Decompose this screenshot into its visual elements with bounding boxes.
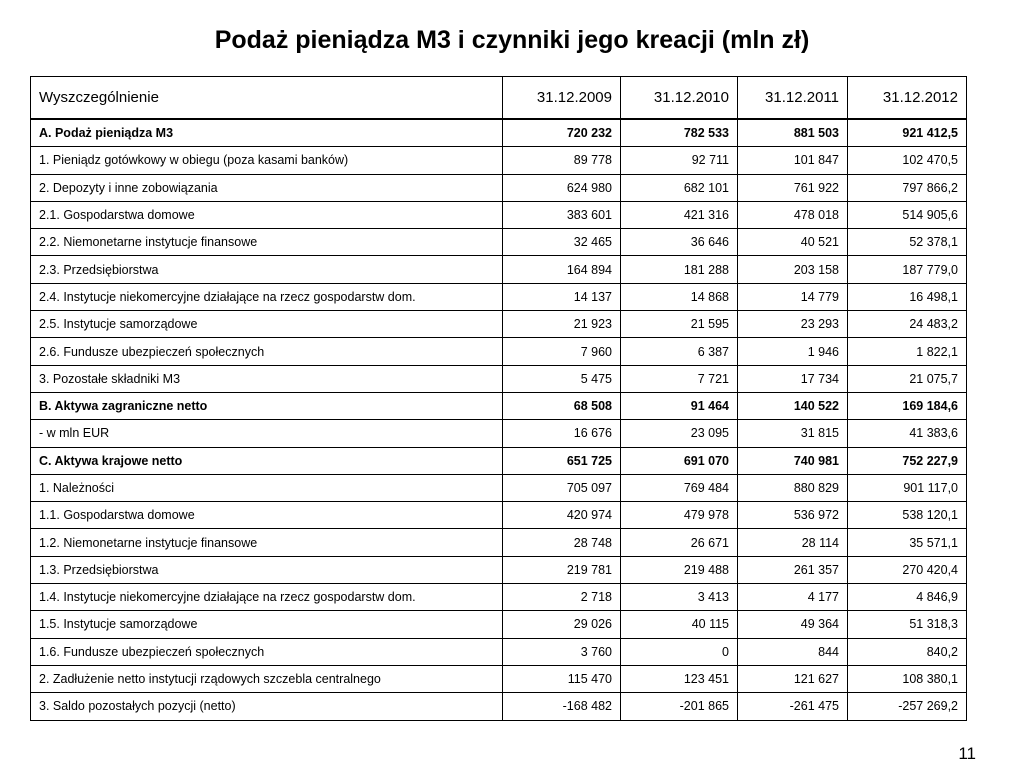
page-title: Podaż pieniądza M3 i czynniki jego kreacji (mln zł) xyxy=(214,26,810,54)
row-label: 2. Depozyty i inne zobowiązania xyxy=(31,174,503,201)
table-row xyxy=(31,665,967,692)
row-label: 2. Zadłużenie netto instytucji rządowych szczebla centralnego xyxy=(31,665,503,692)
table-row xyxy=(31,229,967,256)
cell-value: 840,2 xyxy=(848,638,967,665)
row-label: 2.2. Niemonetarne instytucje finansowe xyxy=(31,229,503,256)
cell-value: 651 725 xyxy=(503,447,621,474)
row-label: B. Aktywa zagraniczne netto xyxy=(31,392,503,419)
table-row xyxy=(31,447,967,474)
cell-value: 32 465 xyxy=(503,229,621,256)
cell-value: 14 137 xyxy=(503,283,621,310)
cell-value: 2 718 xyxy=(503,584,621,611)
cell-value: 92 711 xyxy=(621,147,738,174)
row-label: 2.3. Przedsiębiorstwa xyxy=(31,256,503,283)
cell-value: 52 378,1 xyxy=(848,229,967,256)
cell-value: 36 646 xyxy=(621,229,738,256)
cell-value: 31 815 xyxy=(738,420,848,447)
cell-value: 24 483,2 xyxy=(848,311,967,338)
table-header-row xyxy=(31,77,967,120)
cell-value: 720 232 xyxy=(503,119,621,147)
cell-value: 761 922 xyxy=(738,174,848,201)
cell-value: 203 158 xyxy=(738,256,848,283)
cell-value: 782 533 xyxy=(621,119,738,147)
cell-value: 514 905,6 xyxy=(848,201,967,228)
table-row xyxy=(31,256,967,283)
cell-value: 478 018 xyxy=(738,201,848,228)
cell-value: -261 475 xyxy=(738,693,848,720)
cell-value: 21 595 xyxy=(621,311,738,338)
cell-value: 14 868 xyxy=(621,283,738,310)
row-label: 2.6. Fundusze ubezpieczeń społecznych xyxy=(31,338,503,365)
cell-value: 880 829 xyxy=(738,474,848,501)
cell-value: 844 xyxy=(738,638,848,665)
column-header-description: Wyszczególnienie xyxy=(31,77,503,120)
cell-value: 0 xyxy=(621,638,738,665)
cell-value: 28 748 xyxy=(503,529,621,556)
money-supply-table xyxy=(30,76,967,721)
cell-value: 219 488 xyxy=(621,556,738,583)
cell-value: 123 451 xyxy=(621,665,738,692)
cell-value: 1 946 xyxy=(738,338,848,365)
table-row xyxy=(31,529,967,556)
cell-value: 187 779,0 xyxy=(848,256,967,283)
table-row xyxy=(31,638,967,665)
cell-value: 169 184,6 xyxy=(848,392,967,419)
table-row xyxy=(31,392,967,419)
row-label: 1. Pieniądz gotówkowy w obiegu (poza kasami banków) xyxy=(31,147,503,174)
cell-value: 16 676 xyxy=(503,420,621,447)
cell-value: 6 387 xyxy=(621,338,738,365)
cell-value: 26 671 xyxy=(621,529,738,556)
table-row xyxy=(31,556,967,583)
cell-value: 797 866,2 xyxy=(848,174,967,201)
cell-value: 140 522 xyxy=(738,392,848,419)
row-label: 1.1. Gospodarstwa domowe xyxy=(31,502,503,529)
row-label: 1.5. Instytucje samorządowe xyxy=(31,611,503,638)
column-header-2009: 31.12.2009 xyxy=(503,77,621,120)
cell-value: 705 097 xyxy=(503,474,621,501)
table-row xyxy=(31,365,967,392)
cell-value: 682 101 xyxy=(621,174,738,201)
cell-value: 89 778 xyxy=(503,147,621,174)
cell-value: 40 115 xyxy=(621,611,738,638)
cell-value: 7 960 xyxy=(503,338,621,365)
table-row xyxy=(31,611,967,638)
cell-value: 421 316 xyxy=(621,201,738,228)
cell-value: 23 095 xyxy=(621,420,738,447)
table-row xyxy=(31,502,967,529)
row-label: 2.1. Gospodarstwa domowe xyxy=(31,201,503,228)
cell-value: 41 383,6 xyxy=(848,420,967,447)
row-label: A. Podaż pieniądza M3 xyxy=(31,119,503,147)
cell-value: 3 760 xyxy=(503,638,621,665)
column-header-2010: 31.12.2010 xyxy=(621,77,738,120)
cell-value: 479 978 xyxy=(621,502,738,529)
cell-value: 691 070 xyxy=(621,447,738,474)
cell-value: 7 721 xyxy=(621,365,738,392)
cell-value: 5 475 xyxy=(503,365,621,392)
cell-value: 383 601 xyxy=(503,201,621,228)
cell-value: 115 470 xyxy=(503,665,621,692)
cell-value: 4 846,9 xyxy=(848,584,967,611)
cell-value: -201 865 xyxy=(621,693,738,720)
cell-value: 35 571,1 xyxy=(848,529,967,556)
cell-value: 16 498,1 xyxy=(848,283,967,310)
table-row xyxy=(31,693,967,720)
cell-value: 68 508 xyxy=(503,392,621,419)
table-row xyxy=(31,584,967,611)
row-label: 1. Należności xyxy=(31,474,503,501)
table-body xyxy=(31,119,967,720)
cell-value: 23 293 xyxy=(738,311,848,338)
row-label: - w mln EUR xyxy=(31,420,503,447)
table-row xyxy=(31,147,967,174)
cell-value: 901 117,0 xyxy=(848,474,967,501)
cell-value: 752 227,9 xyxy=(848,447,967,474)
table-row xyxy=(31,201,967,228)
cell-value: 536 972 xyxy=(738,502,848,529)
cell-value: 121 627 xyxy=(738,665,848,692)
cell-value: 740 981 xyxy=(738,447,848,474)
row-label: 1.4. Instytucje niekomercyjne działające na rzecz gospodarstw dom. xyxy=(31,584,503,611)
column-header-2011: 31.12.2011 xyxy=(738,77,848,120)
row-label: 2.5. Instytucje samorządowe xyxy=(31,311,503,338)
cell-value: 40 521 xyxy=(738,229,848,256)
table-row xyxy=(31,311,967,338)
cell-value: 164 894 xyxy=(503,256,621,283)
cell-value: 270 420,4 xyxy=(848,556,967,583)
cell-value: 91 464 xyxy=(621,392,738,419)
cell-value: 21 923 xyxy=(503,311,621,338)
cell-value: 28 114 xyxy=(738,529,848,556)
cell-value: 49 364 xyxy=(738,611,848,638)
cell-value: 181 288 xyxy=(621,256,738,283)
cell-value: 420 974 xyxy=(503,502,621,529)
cell-value: 101 847 xyxy=(738,147,848,174)
table-row xyxy=(31,283,967,310)
cell-value: 21 075,7 xyxy=(848,365,967,392)
table-row xyxy=(31,119,967,147)
row-label: 1.3. Przedsiębiorstwa xyxy=(31,556,503,583)
cell-value: 102 470,5 xyxy=(848,147,967,174)
cell-value: 14 779 xyxy=(738,283,848,310)
cell-value: -257 269,2 xyxy=(848,693,967,720)
table-row xyxy=(31,338,967,365)
table-row xyxy=(31,420,967,447)
page-number: 11 xyxy=(958,744,976,763)
cell-value: 921 412,5 xyxy=(848,119,967,147)
cell-value: 51 318,3 xyxy=(848,611,967,638)
row-label: C. Aktywa krajowe netto xyxy=(31,447,503,474)
cell-value: 29 026 xyxy=(503,611,621,638)
cell-value: -168 482 xyxy=(503,693,621,720)
cell-value: 108 380,1 xyxy=(848,665,967,692)
cell-value: 881 503 xyxy=(738,119,848,147)
cell-value: 624 980 xyxy=(503,174,621,201)
row-label: 3. Pozostałe składniki M3 xyxy=(31,365,503,392)
row-label: 1.6. Fundusze ubezpieczeń społecznych xyxy=(31,638,503,665)
column-header-2012: 31.12.2012 xyxy=(848,77,967,120)
table-row xyxy=(31,474,967,501)
cell-value: 3 413 xyxy=(621,584,738,611)
cell-value: 261 357 xyxy=(738,556,848,583)
cell-value: 4 177 xyxy=(738,584,848,611)
table-row xyxy=(31,174,967,201)
cell-value: 17 734 xyxy=(738,365,848,392)
row-label: 3. Saldo pozostałych pozycji (netto) xyxy=(31,693,503,720)
row-label: 2.4. Instytucje niekomercyjne działające na rzecz gospodarstw dom. xyxy=(31,283,503,310)
row-label: 1.2. Niemonetarne instytucje finansowe xyxy=(31,529,503,556)
cell-value: 769 484 xyxy=(621,474,738,501)
cell-value: 219 781 xyxy=(503,556,621,583)
cell-value: 538 120,1 xyxy=(848,502,967,529)
cell-value: 1 822,1 xyxy=(848,338,967,365)
